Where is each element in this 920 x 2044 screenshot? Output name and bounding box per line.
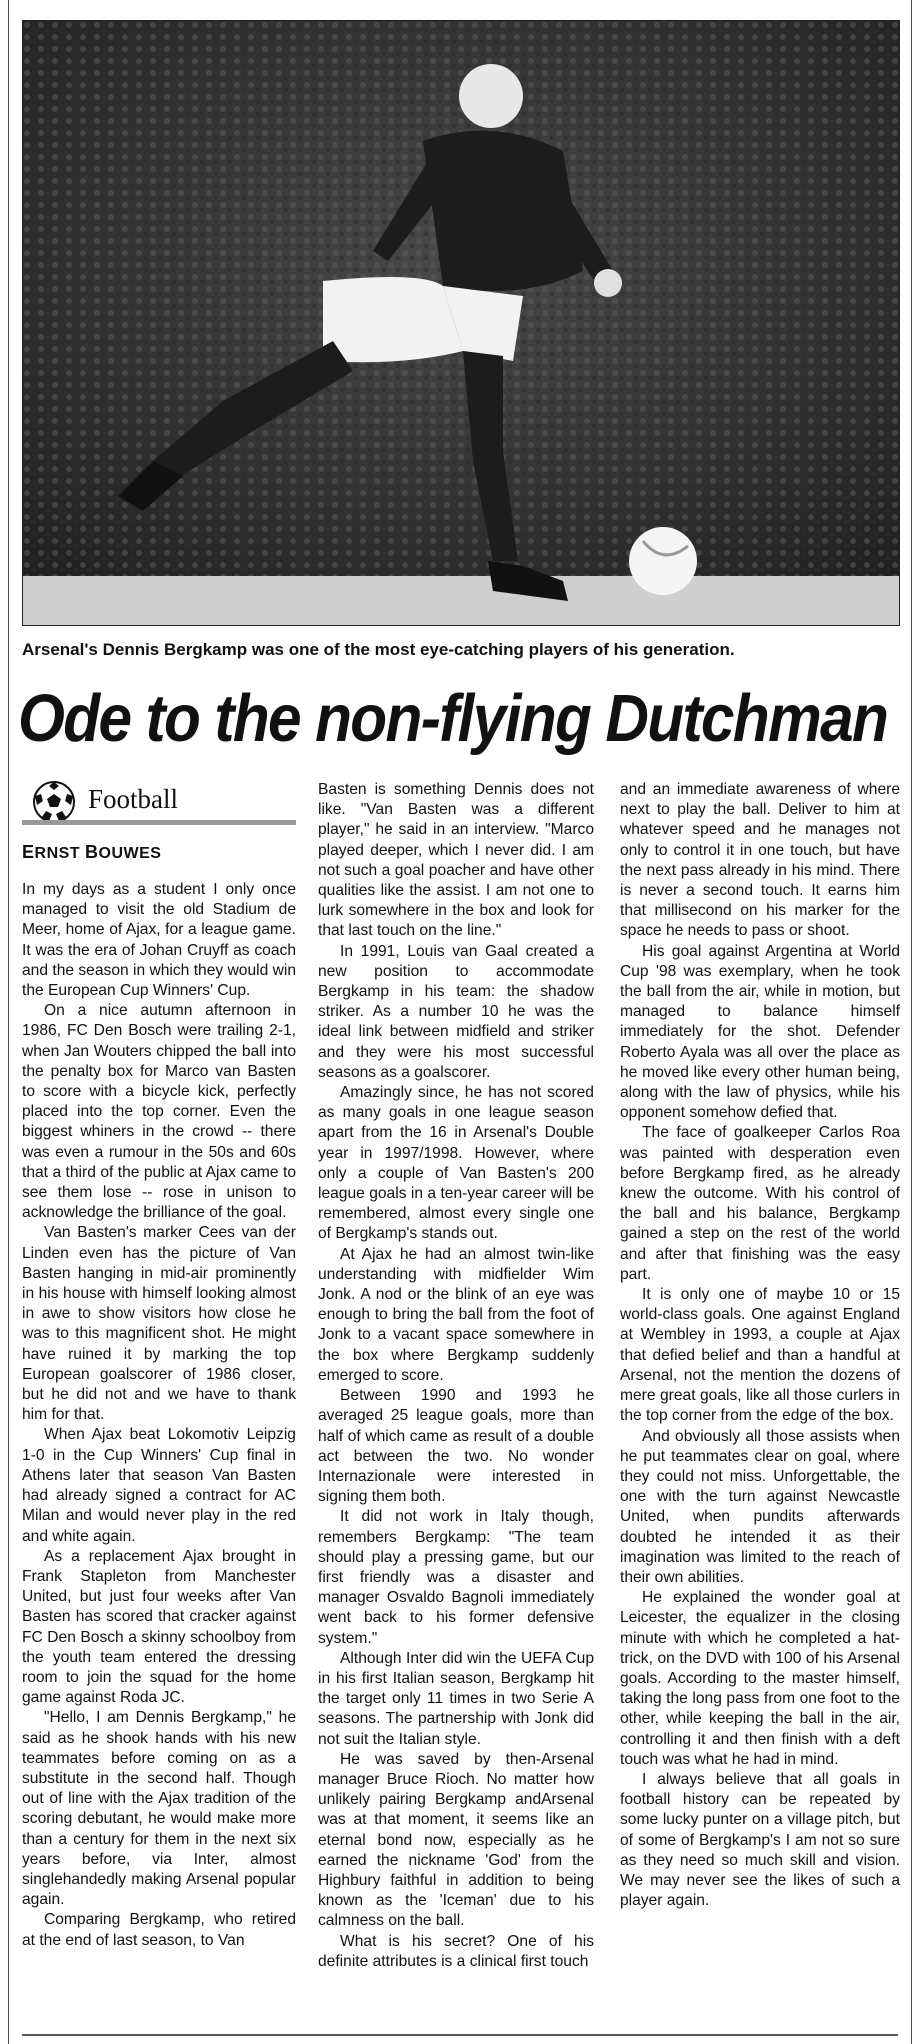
paragraph: It did not work in Italy though, remembers Bergkamp: "The team should play a pressing game, but our first friendly was a disaster and manager Osvaldo Bagnoli immediately went back to his former defensive system." — [318, 1508, 594, 1647]
paragraph: On a nice autumn afternoon in 1986, FC Den Bosch were trailing 2-1, when Jan Wouters chipped the ball into the penalty box for Marco van Basten to score with a bicycle kick, perfectly placed into the top corner. Even the biggest whiners in the crowd -- there was even a rumour in the 50s and 60s that a third of the public at Ajax came to see them lose -- rose in unison to acknowledge the brilliance of the goal. — [22, 1002, 296, 1222]
pitch — [23, 576, 899, 625]
paragraph: At Ajax he had an almost twin-like understanding with midfielder Wim Jonk. A nod or the blink of an eye was enough to bring the ball from the foot of Jonk to a vacant space somewhere in the box where Bergkamp suddenly emerged to score. — [318, 1245, 594, 1384]
paragraph: Basten is something Dennis does not like. "Van Basten was a different player," he said in an interview. "Marco played deeper, which I never did. I am not such a goal poacher and have other qualities like the assist. I am not one to lurk somewhere in the box and look for that last touch on the line." — [318, 781, 594, 940]
paragraph: The face of goalkeeper Carlos Roa was painted with desperation even before Bergkamp fired, as he already knew the outcome. With his control of the ball and his balance, Bergkamp gained a step on the rest of the world and after that finishing was the easy part. — [620, 1124, 900, 1283]
paragraph: Although Inter did win the UEFA Cup in his first Italian season, Bergkamp hit the target only 11 times in two Serie A seasons. The partnership with Jonk did not suit the Italian style. — [318, 1649, 594, 1748]
paragraph: It is only one of maybe 10 or 15 world-class goals. One against England at Wembley in 1993, a couple at Ajax that defied belief and than a handful at Arsenal, not the mention the dozens of mere great goals, like all those curlers in the top corner from the edge of the box. — [620, 1286, 900, 1425]
paragraph: His goal against Argentina at World Cup '98 was exemplary, when he took the ball from the air, while in motion, but managed to balance himself immediately for the shot. Defender Roberto Ayala was all over the place as he moved like every other human being, along with the law of physics, while his opponent somehow defied that. — [620, 942, 900, 1122]
player-photo-illustration — [23, 21, 899, 625]
headline: Ode to the non-flying Dutchman — [18, 681, 888, 756]
paragraph: Comparing Bergkamp, who retired at the end of last season, to Van — [22, 1911, 296, 1949]
paragraph: and an immediate awareness of where next to play the ball. Deliver to him at whatever speed and he manages not only to control it in one touch, but have the next pass already in his mind. There is never a second touch. It earns him that millisecond on his marker for the space he needs to pass or shoot. — [620, 781, 900, 940]
football — [629, 527, 697, 595]
left-column-rule — [8, 0, 9, 2044]
paragraph: When Ajax beat Lokomotiv Leipzig 1-0 in the Cup Winners' Cup final in Athens later that season Van Basten had already signed a contract for AC Milan and would never play in the red and white again. — [22, 1426, 296, 1545]
paragraph: "Hello, I am Dennis Bergkamp," he said as he shook hands with his new teammates before coming on as a substitute in the second half. Though out of line with the Ajax tradition of the scoring debutant, he would make more than a century for them in the next six years before, via Inter, almost singlehandedly making Arsenal popular again. — [22, 1709, 296, 1909]
paragraph: I always believe that all goals in football history can be repeated by some lucky punter on a village pitch, but of some of Bergkamp's I am not so sure as they need so much skill and vision. We may never see the likes of such a player again. — [620, 1770, 900, 1910]
section-label: Football — [88, 784, 179, 814]
paragraph: Amazingly since, he has not scored as many goals in one league season apart from the 16 in Arsenal's Double year in 1997/1998. However, where only a couple of Van Basten's 200 league goals in a ten-year career will be remembered, almost every single one of Bergkamp's stands out. — [318, 1084, 594, 1243]
paragraph: Van Basten's marker Cees van der Linden even has the picture of Van Basten hanging in mid-air prominently in his house with himself looking almost in awe to show visitors how close he was to this magnificent shot. He might have ruined it by marking the top European goalscorer of 1986 closer, but he did not and we have to thank him for that. — [22, 1224, 296, 1424]
paragraph: In 1991, Louis van Gaal created a new position to accommodate Bergkamp in his team: the shadow striker. As a number 10 he was the ideal link between midfield and striker and they were his most successful seasons as a goalscorer. — [318, 942, 594, 1081]
byline: ERNST BOUWES — [22, 842, 162, 862]
article-column-1 — [22, 880, 296, 1951]
football-icon — [32, 780, 76, 824]
section-header — [22, 780, 296, 820]
section-underline — [22, 820, 296, 825]
article-column-2 — [318, 780, 594, 1972]
paragraph: And obviously all those assists when he put teammates clear on goal, where they could not miss. Unforgettable, the one with the turn against Newcastle United, when pundits afterwards doubted he intended it as their imagination was limited to the reach of their own abilities. — [620, 1427, 900, 1586]
article-column-3 — [620, 780, 900, 1911]
right-column-rule — [911, 0, 912, 2044]
paragraph: What is his secret? One of his definite attributes is a clinical first touch — [318, 1932, 594, 1970]
article-photo — [22, 20, 900, 626]
paragraph: As a replacement Ajax brought in Frank Stapleton from Manchester United, but just four weeks after Van Basten has scored that cracker against FC Den Bosch a skinny schoolboy from the youth team entered the dressing room to join the squad for the home game against Roda JC. — [22, 1547, 296, 1707]
paragraph: In my days as a student I only once managed to visit the old Stadium de Meer, home of Ajax, for a league game. It was the era of Johan Cruyff as coach and the season in which they would win the European Cup Winners' Cup. — [22, 881, 296, 1000]
paragraph: He was saved by then-Arsenal manager Bruce Rioch. No matter how unlikely pairing Bergkamp andArsenal was at that moment, it seems like an eternal bond now, especially as he earned the nickname 'God' from the Highbury faithful in addition to being known as the 'Iceman' due to his calmness on the ball. — [318, 1750, 594, 1930]
bottom-rule — [22, 2034, 898, 2036]
paragraph: He explained the wonder goal at Leicester, the equalizer in the closing minute with which he completed a hat-trick, on the DVD with 100 of his Arsenal goals. According to the master himself, taking the long pass from one foot to the other, while keeping the ball in the air, controlling it and then finish with a deft touch was what he had in mind. — [620, 1589, 900, 1768]
photo-caption: Arsenal's Dennis Bergkamp was one of the most eye-catching players of his generation. — [22, 640, 735, 659]
paragraph: Between 1990 and 1993 he averaged 25 league goals, more than half of which came as result of a double act between the two. No wonder Internazionale were interested in signing them both. — [318, 1387, 594, 1506]
